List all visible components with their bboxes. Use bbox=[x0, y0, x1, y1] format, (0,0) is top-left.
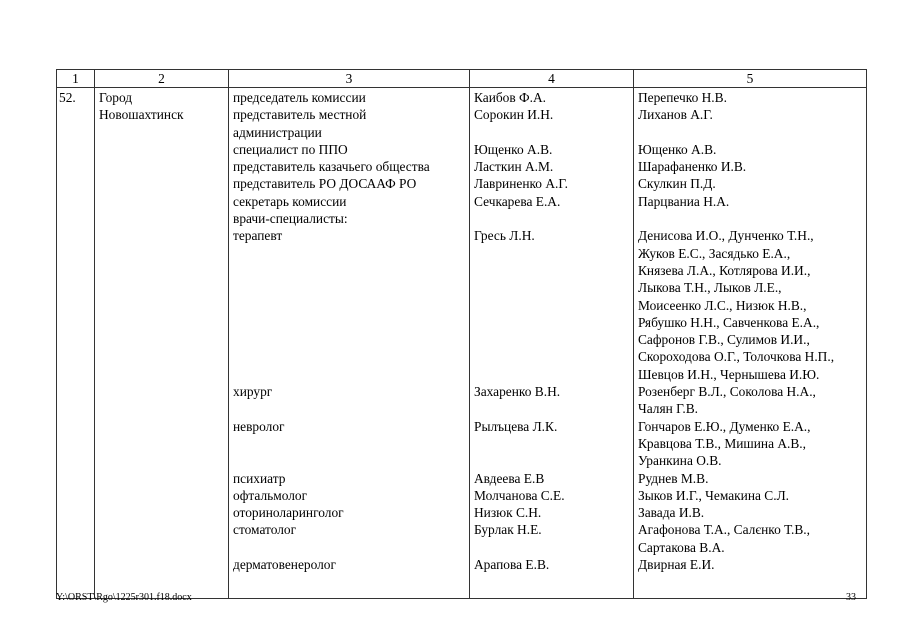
role-line bbox=[233, 245, 465, 262]
member-line: Захаренко В.Н. bbox=[474, 384, 561, 400]
substitute-line: Двирная Е.И. bbox=[638, 557, 715, 573]
role-line bbox=[233, 348, 465, 365]
member-line bbox=[474, 400, 629, 417]
header-row bbox=[57, 70, 867, 88]
city-cell bbox=[95, 88, 229, 599]
role-line: председатель комиссии bbox=[233, 90, 366, 105]
member-line bbox=[474, 210, 629, 227]
member-line bbox=[474, 245, 629, 262]
role-line: представитель РО ДОСААФ РО bbox=[233, 176, 417, 192]
col-header-2: 2 bbox=[95, 70, 229, 88]
substitute-line: Шевцов И.Н., Чернышева И.Ю. bbox=[638, 366, 820, 382]
role-line: представитель местной bbox=[233, 107, 367, 123]
member-line: Каибов Ф.А. bbox=[474, 90, 546, 105]
substitute-line: Жуков Е.С., Засядько Е.А., bbox=[638, 245, 791, 261]
member-line bbox=[474, 314, 629, 331]
role-line bbox=[233, 262, 465, 279]
substitute-line: Князева Л.А., Котлярова И.И., bbox=[638, 262, 811, 278]
member-line: Низюк С.Н. bbox=[474, 505, 542, 521]
member-line bbox=[474, 124, 629, 141]
member-line bbox=[474, 452, 629, 469]
member-line: Бурлак Н.Е. bbox=[474, 522, 542, 538]
substitute-line: Чалян Г.В. bbox=[638, 401, 698, 417]
substitute-line bbox=[638, 124, 862, 141]
substitute-line: Шарафаненко И.В. bbox=[638, 159, 747, 175]
footer-file-path: Y:\ORST\Rgo\1225r301.f18.docx bbox=[56, 592, 192, 603]
substitute-line: Сартакова В.А. bbox=[638, 539, 725, 555]
role-line: дерматовенеролог bbox=[233, 557, 336, 573]
substitute-line: Лиханов А.Г. bbox=[638, 107, 713, 123]
substitute-cell bbox=[634, 88, 867, 599]
role-line: психиатр bbox=[233, 470, 286, 486]
role-line: администрации bbox=[233, 124, 322, 140]
role-line bbox=[233, 331, 465, 348]
city-line: Новошахтинск bbox=[99, 107, 184, 123]
member-line: Лавриненко А.Г. bbox=[474, 176, 568, 192]
row-number: 52. bbox=[59, 90, 76, 105]
col-header-3: 3 bbox=[229, 70, 470, 88]
role-line: секретарь комиссии bbox=[233, 193, 347, 209]
member-line bbox=[474, 539, 629, 556]
table-row bbox=[57, 88, 867, 599]
role-line bbox=[233, 435, 465, 452]
substitute-line: Моисеенко Л.С., Низюк Н.В., bbox=[638, 297, 807, 313]
member-line bbox=[474, 297, 629, 314]
city-line: Город bbox=[99, 90, 133, 105]
member-line bbox=[474, 279, 629, 296]
row-number-cell bbox=[57, 88, 95, 599]
substitute-line: Руднев М.В. bbox=[638, 470, 709, 486]
member-line bbox=[474, 435, 629, 452]
role-line bbox=[233, 314, 465, 331]
member-line: Ющенко А.В. bbox=[474, 141, 553, 157]
substitute-line: Скулкин П.Д. bbox=[638, 176, 716, 192]
role-line bbox=[233, 279, 465, 296]
member-line: Сечкарева Е.А. bbox=[474, 193, 561, 209]
substitute-line: Лыкова Т.Н., Лыков Л.Е., bbox=[638, 280, 782, 296]
role-line bbox=[233, 400, 465, 417]
col-header-4: 4 bbox=[470, 70, 634, 88]
role-line: офтальмолог bbox=[233, 487, 308, 503]
substitute-line: Перепечко Н.В. bbox=[638, 90, 727, 105]
substitute-line bbox=[638, 210, 862, 227]
role-line bbox=[233, 366, 465, 383]
role-line: представитель казачьего общества bbox=[233, 159, 430, 175]
member-line: Арапова Е.В. bbox=[474, 557, 550, 573]
substitute-line: Сафронов Г.В., Сулимов И.И., bbox=[638, 332, 810, 348]
role-line bbox=[233, 452, 465, 469]
role-line: хирург bbox=[233, 384, 273, 400]
member-line: Авдеева Е.В bbox=[474, 470, 545, 486]
member-line: Рылъцева Л.К. bbox=[474, 418, 558, 434]
substitute-line: Рябушко Н.Н., Савченкова Е.А., bbox=[638, 314, 820, 330]
role-line: специалист по ППО bbox=[233, 141, 348, 157]
member-line: Молчанова С.Е. bbox=[474, 487, 565, 503]
footer-page-number: 33 bbox=[846, 592, 856, 603]
member-cell bbox=[470, 88, 634, 599]
role-line: оториноларинголог bbox=[233, 505, 344, 521]
substitute-line: Скороходова О.Г., Толочкова Н.П., bbox=[638, 349, 835, 365]
col-header-1: 1 bbox=[57, 70, 95, 88]
substitute-line: Гончаров Е.Ю., Думенко Е.А., bbox=[638, 418, 811, 434]
role-line: врачи-специалисты: bbox=[233, 211, 348, 227]
role-line: невролог bbox=[233, 418, 285, 434]
substitute-line: Уранкина О.В. bbox=[638, 453, 722, 469]
member-line bbox=[474, 262, 629, 279]
substitute-line: Агафонова Т.А., Салєнко Т.В., bbox=[638, 522, 810, 538]
member-line bbox=[474, 348, 629, 365]
role-line bbox=[233, 539, 465, 556]
member-line: Гресь Л.Н. bbox=[474, 228, 535, 244]
col-header-5: 5 bbox=[634, 70, 867, 88]
member-line: Сорокин И.Н. bbox=[474, 107, 554, 123]
member-line: Ласткин А.М. bbox=[474, 159, 554, 175]
substitute-line: Завада И.В. bbox=[638, 505, 705, 521]
role-cell bbox=[229, 88, 470, 599]
substitute-line: Денисова И.О., Дунченко Т.Н., bbox=[638, 228, 814, 244]
substitute-line: Розенберг В.Л., Соколова Н.А., bbox=[638, 384, 816, 400]
substitute-line: Ющенко А.В. bbox=[638, 141, 717, 157]
substitute-line: Зыков И.Г., Чемакина С.Л. bbox=[638, 487, 789, 503]
commission-table bbox=[56, 69, 867, 599]
member-line bbox=[474, 331, 629, 348]
role-line: терапевт bbox=[233, 228, 283, 244]
role-line bbox=[233, 297, 465, 314]
member-line bbox=[474, 366, 629, 383]
role-line: стоматолог bbox=[233, 522, 297, 538]
substitute-line: Парцваниа Н.А. bbox=[638, 193, 730, 209]
substitute-line: Кравцова Т.В., Мишина А.В., bbox=[638, 435, 807, 451]
